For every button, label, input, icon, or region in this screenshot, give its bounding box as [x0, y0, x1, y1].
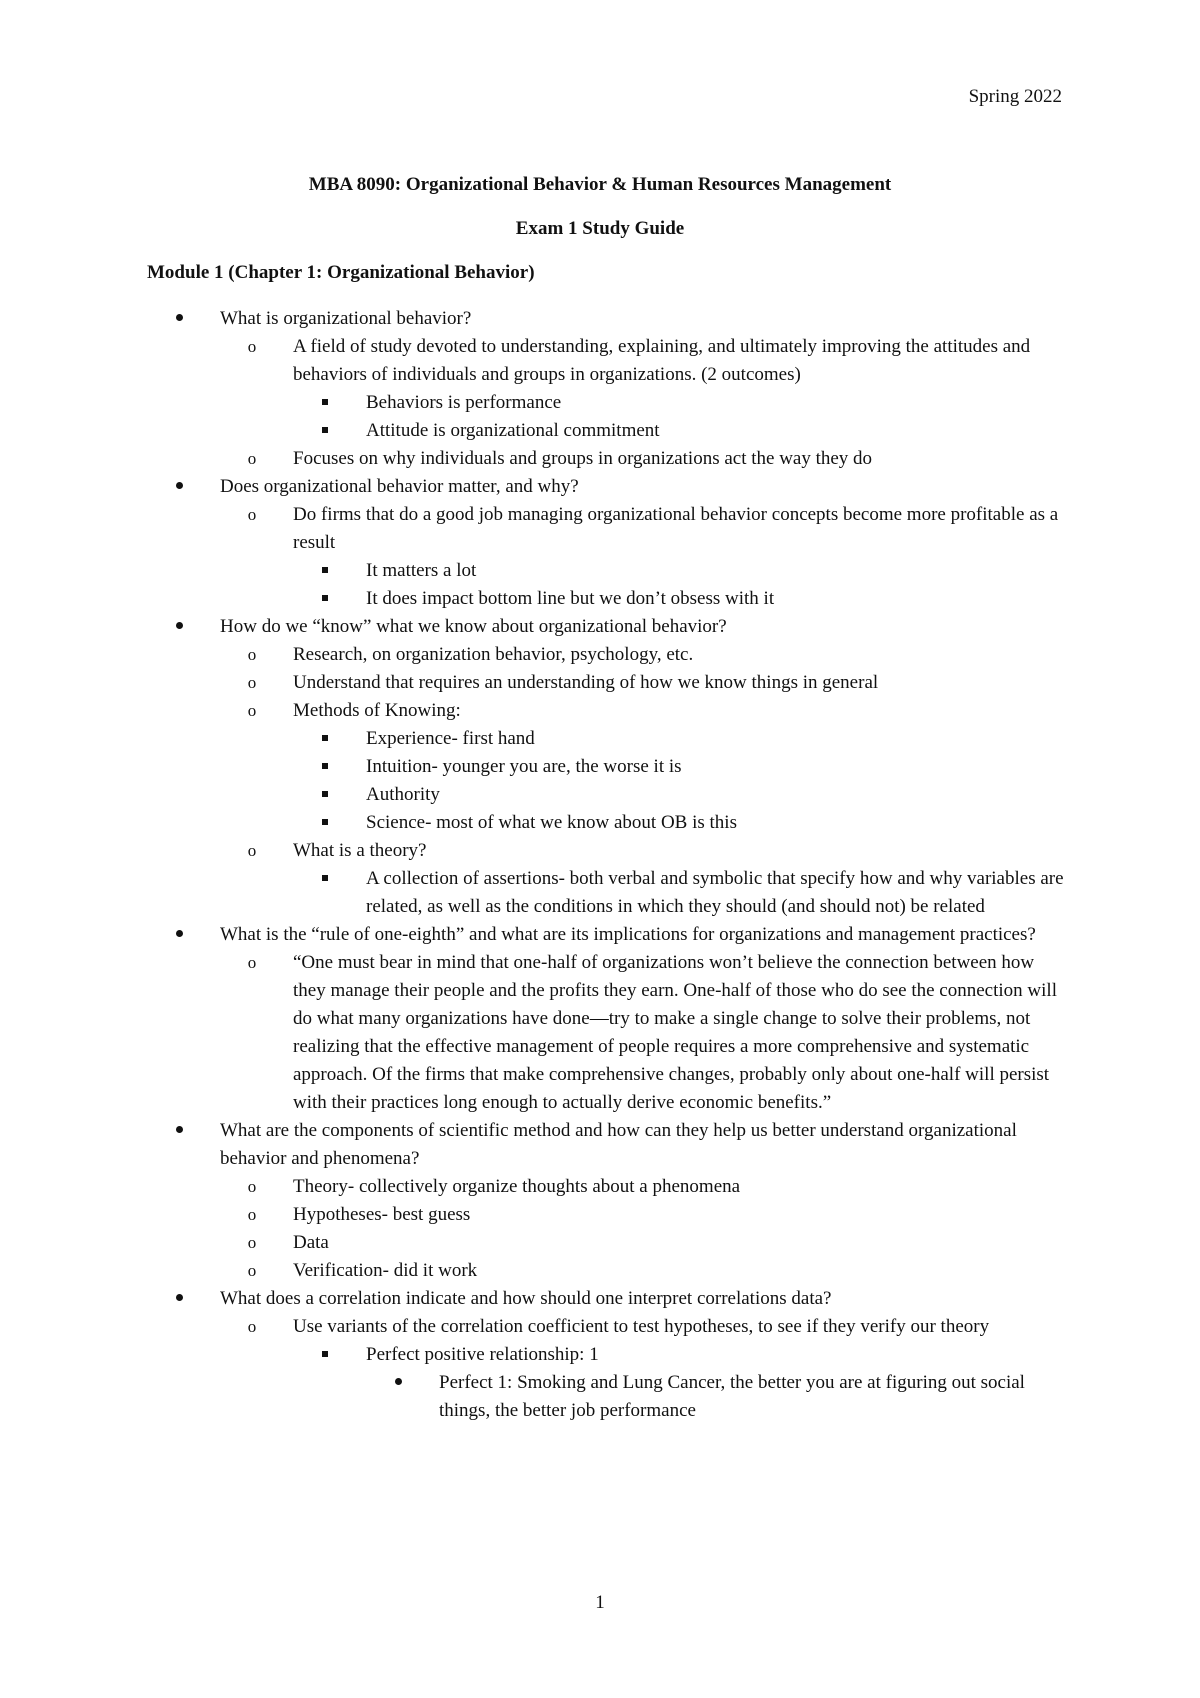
outline-item-text: What does a correlation indicate and how should one interpret correlations data? [220, 1288, 832, 1309]
module-heading: Module 1 (Chapter 1: Organizational Behavior) [147, 262, 535, 283]
outline-item-text: What are the components of scientific method and how can they help us better understand organizational behavior and phenomena? [220, 1120, 1017, 1169]
outline-item-level-4 [147, 1369, 1067, 1425]
outline-item-text: Behaviors is performance [366, 392, 562, 413]
outline-item-level-2 [147, 445, 1067, 473]
outline-item-level-3 [147, 865, 1067, 921]
outline-item-text: Data [293, 1232, 329, 1253]
bullet-circle-icon: o [247, 1233, 257, 1252]
bullet-circle-icon: o [247, 1261, 257, 1280]
outline-item-level-1 [147, 1117, 1067, 1173]
bullet-circle-icon: o [247, 337, 257, 356]
outline-item-text: Perfect positive relationship: 1 [366, 1344, 599, 1365]
bullet-circle-icon: o [247, 1205, 257, 1224]
course-title: MBA 8090: Organizational Behavior & Human Resources Management [308, 174, 892, 195]
outline-item-text: Use variants of the correlation coefficient to test hypotheses, to see if they verify our theory [293, 1316, 990, 1337]
outline-item-level-2 [147, 1201, 1067, 1229]
outline-item-level-1 [147, 305, 1067, 333]
outline-item-level-2 [147, 1313, 1067, 1341]
outline-item-level-3 [147, 753, 1067, 781]
outline-item-text: Do firms that do a good job managing organizational behavior concepts become more profitable as a result [293, 504, 1059, 553]
bullet-square-icon [315, 389, 335, 417]
outline-item-level-3 [147, 1341, 1067, 1369]
outline-item-text: Hypotheses- best guess [293, 1204, 471, 1225]
outline-item-text: Verification- did it work [293, 1260, 478, 1281]
outline-item-level-3 [147, 781, 1067, 809]
outline-item-text: How do we “know” what we know about organizational behavior? [220, 616, 727, 637]
bullet-square-icon [315, 557, 335, 585]
outline-item-text: Experience- first hand [366, 728, 535, 749]
outline-list-container [147, 305, 1067, 1425]
bullet-square-icon [315, 725, 335, 753]
bullet-circle-icon: o [247, 449, 257, 468]
outline-item-text: Methods of Knowing: [293, 700, 461, 721]
bullet-circle-icon: o [247, 1317, 257, 1336]
outline-item-level-3 [147, 809, 1067, 837]
bullet-dot-icon [169, 1285, 189, 1313]
outline-item-text: Focuses on why individuals and groups in organizations act the way they do [293, 448, 873, 469]
outline-item-text: Research, on organization behavior, psychology, etc. [293, 644, 694, 665]
outline-item-level-2 [147, 641, 1067, 669]
bullet-dot-icon [169, 305, 189, 333]
outline-item-level-1 [147, 921, 1067, 949]
outline-item-text: A field of study devoted to understanding, explaining, and ultimately improving the attitudes and behaviors of individuals and groups in organizations. (2 outcomes) [293, 336, 1031, 385]
bullet-square-icon [315, 753, 335, 781]
outline-item-level-1 [147, 473, 1067, 501]
bullet-circle-icon: o [247, 673, 257, 692]
outline-item-level-2 [147, 949, 1067, 1117]
outline-item-level-3 [147, 585, 1067, 613]
outline-item-text: Understand that requires an understanding of how we know things in general [293, 672, 879, 693]
term-label: Spring 2022 [968, 86, 1062, 107]
bullet-circle-icon: o [247, 645, 257, 664]
outline-item-level-2 [147, 501, 1067, 557]
outline-item-level-3 [147, 725, 1067, 753]
outline-item-level-3 [147, 389, 1067, 417]
bullet-circle-icon: o [247, 505, 257, 524]
outline-item-level-1 [147, 1285, 1067, 1313]
bullet-circle-icon: o [247, 953, 257, 972]
outline-item-text: A collection of assertions- both verbal and symbolic that specify how and why variables are related, as well as the conditions in which they should (and should not) be related [366, 868, 1064, 917]
bullet-square-icon [315, 809, 335, 837]
bullet-square-icon [315, 585, 335, 613]
outline-item-text: It does impact bottom line but we don’t obsess with it [366, 588, 775, 609]
outline-item-level-3 [147, 417, 1067, 445]
bullet-square-icon [315, 865, 335, 893]
page-number: 1 [595, 1592, 605, 1613]
outline-item-level-2 [147, 837, 1067, 865]
outline-item-level-2 [147, 333, 1067, 389]
bullet-square-icon [315, 781, 335, 809]
outline-item-text: What is organizational behavior? [220, 308, 472, 329]
outline-item-text: It matters a lot [366, 560, 477, 581]
outline-item-text: Authority [366, 784, 440, 805]
outline-item-level-2 [147, 1173, 1067, 1201]
bullet-dot-icon [169, 613, 189, 641]
outline-item-level-3 [147, 557, 1067, 585]
outline-item-text: What is the “rule of one-eighth” and what are its implications for organizations and management practices? [220, 924, 1036, 945]
bullet-square-icon [315, 417, 335, 445]
bullet-square-icon [315, 1341, 335, 1369]
bullet-dot-icon [169, 921, 189, 949]
bullet-circle-icon: o [247, 841, 257, 860]
outline-item-level-2 [147, 697, 1067, 725]
study-guide-title: Exam 1 Study Guide [515, 218, 685, 239]
outline-item-level-2 [147, 1257, 1067, 1285]
outline-list [147, 305, 1067, 1425]
bullet-dot-icon [388, 1369, 408, 1397]
outline-item-text: What is a theory? [293, 840, 427, 861]
outline-item-level-2 [147, 1229, 1067, 1257]
outline-item-text: Theory- collectively organize thoughts about a phenomena [293, 1176, 741, 1197]
bullet-circle-icon: o [247, 701, 257, 720]
bullet-dot-icon [169, 473, 189, 501]
outline-item-text: “One must bear in mind that one-half of organizations won’t believe the connection between how they manage their people and the profits they earn. One-half of those who do see the connection will do what many organizations have done—try to make a single change to solve their problems, not realizing that the effective management of people requires a more comprehensive and systematic approach. Of the firms that make comprehensive changes, probably only about one-half will persist with their practices long enough to actually derive economic benefits.” [293, 952, 1057, 1113]
outline-item-text: Does organizational behavior matter, and why? [220, 476, 579, 497]
outline-item-text: Science- most of what we know about OB is this [366, 812, 737, 833]
outline-item-text: Attitude is organizational commitment [366, 420, 660, 441]
outline-item-text: Intuition- younger you are, the worse it is [366, 756, 682, 777]
bullet-circle-icon: o [247, 1177, 257, 1196]
bullet-dot-icon [169, 1117, 189, 1145]
outline-item-level-1 [147, 613, 1067, 641]
outline-item-text: Perfect 1: Smoking and Lung Cancer, the better you are at figuring out social things, the better job performance [439, 1372, 1025, 1421]
outline-item-level-2 [147, 669, 1067, 697]
